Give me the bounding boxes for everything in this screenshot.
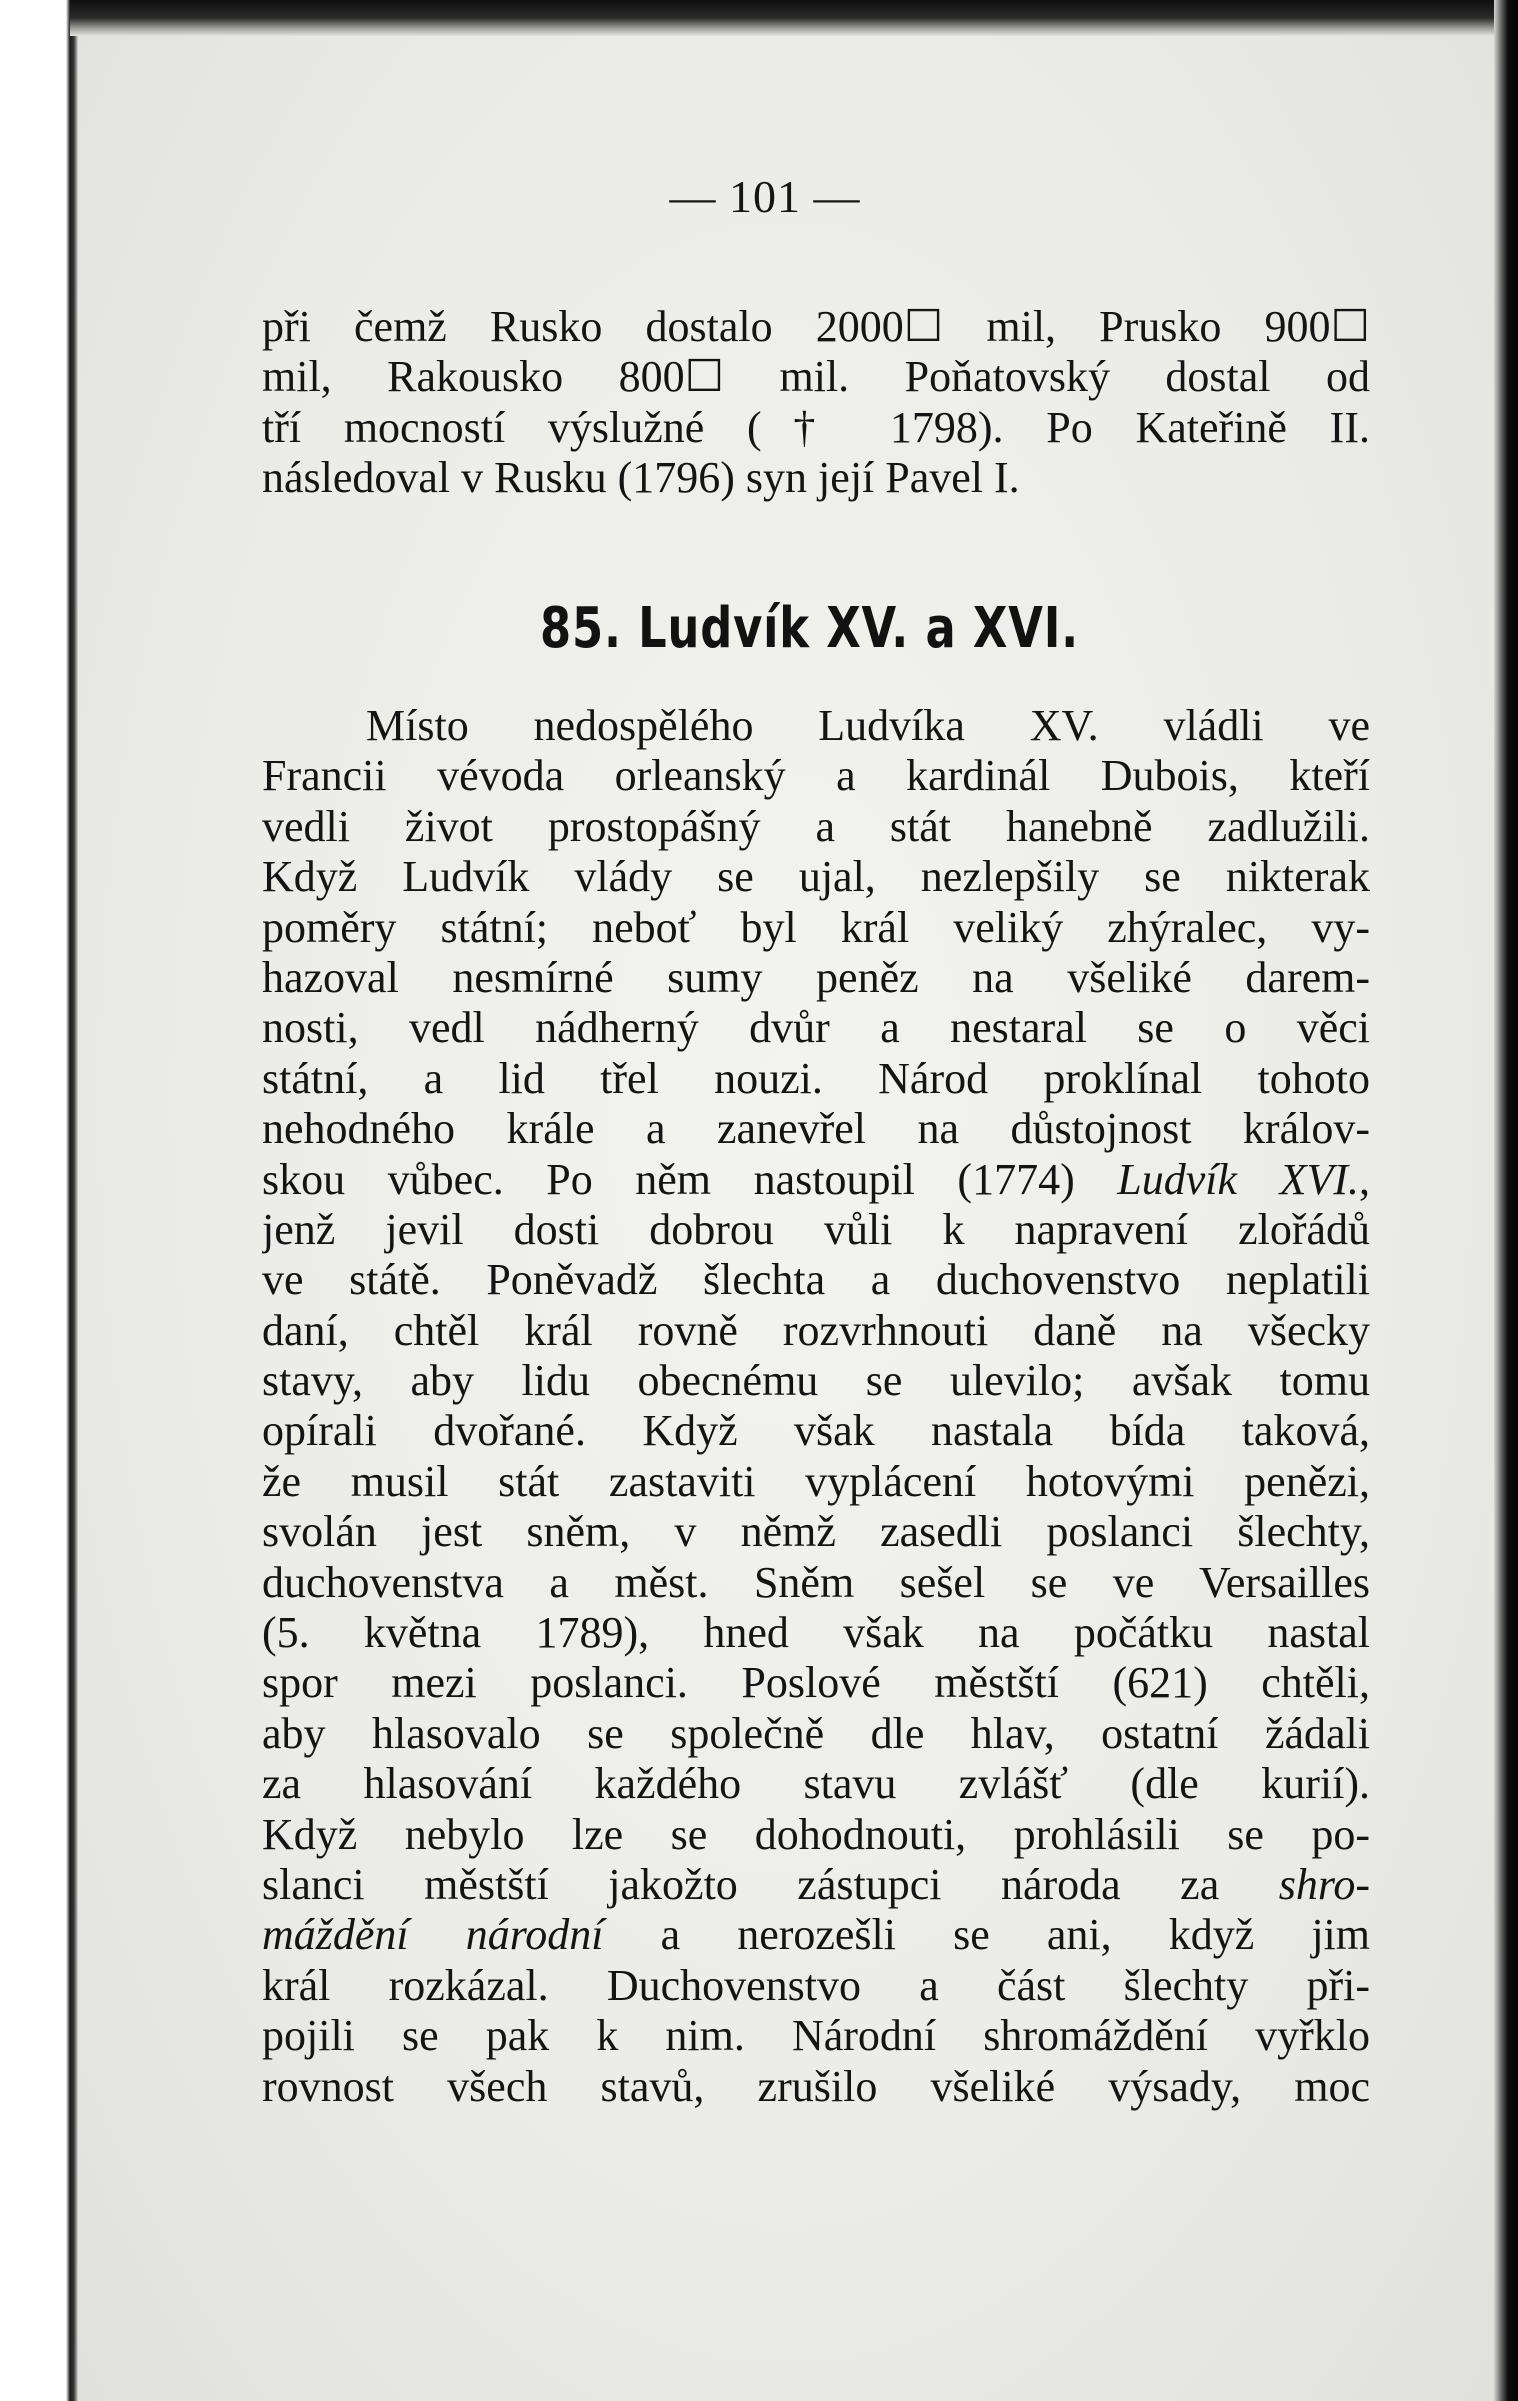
text-line: že musil stát zastaviti vyplácení hotovými penězi, [262, 1456, 1370, 1506]
text-line: tří mocností výslužné († 1798). Po Kateřině II. [262, 402, 1370, 452]
text-segment: slanci městští jakožto zástupci národa za [262, 1859, 1279, 1909]
text-line: Když Ludvík vlády se ujal, nezlepšily se nikterak [262, 852, 1370, 902]
text-line: stavy, aby lidu obecnému se ulevilo; avšak tomu [262, 1356, 1370, 1406]
text-line: daní, chtěl král rovně rozvrhnouti daně na všecky [262, 1305, 1370, 1355]
text-line: hazoval nesmírné sumy peněz na všeliké darem- [262, 952, 1370, 1002]
right-page-edge [1494, 0, 1518, 2401]
paragraph-ludvik [262, 701, 1370, 2112]
italic-name: Ludvík XVI. [1117, 1154, 1359, 1204]
text-segment: , [1358, 1154, 1370, 1204]
text-line: jenž jevil dosti dobrou vůli k napravení zlořádů [262, 1204, 1370, 1254]
text-line: Místo nedospělého Ludvíka XV. vládli ve [366, 701, 1370, 750]
text-line: aby hlasovalo se společně dle hlav, ostatní žádali [262, 1708, 1370, 1758]
section-heading: 85. Ludvík XV. a XVI. [540, 596, 1079, 661]
text-line: následoval v Rusku (1796) syn její Pavel I. [262, 453, 1020, 503]
text-line: při čemž Rusko dostalo 2000☐ mil, Prusko 900☐ [262, 302, 1370, 351]
text-line: nehodného krále a zanevřel na důstojnost králov- [262, 1104, 1370, 1154]
text-line: svolán jest sněm, v němž zasedli poslanci šlechty, [262, 1507, 1370, 1557]
text-line: pojili se pak k nim. Národní shromáždění vyřklo [262, 2011, 1370, 2061]
text-line: duchovenstva a měst. Sněm sešel se ve Versailles [262, 1557, 1370, 1607]
text-line: vedli život prostopášný a stát hanebně zadlužili. [262, 801, 1370, 851]
text-line: státní, a lid třel nouzi. Národ proklínal tohoto [262, 1053, 1370, 1103]
paragraph-continuation [262, 302, 1370, 504]
text-line: spor mezi poslanci. Poslové městští (621) chtěli, [262, 1658, 1370, 1708]
top-page-edge [70, 0, 1500, 36]
text-line [262, 1860, 1370, 1910]
text-line: (5. května 1789), hned však na počátku nastal [262, 1608, 1370, 1658]
text-line: Francii vévoda orleanský a kardinál Dubois, kteří [262, 751, 1370, 801]
text-line: král rozkázal. Duchovenstvo a část šlechty při- [262, 1960, 1370, 2010]
text-line: opírali dvořané. Když však nastala bída taková, [262, 1406, 1370, 1456]
text-segment: a nerozešli se ani, když jim [603, 1910, 1370, 1960]
italic-term: máždění národní [262, 1910, 604, 1960]
text-line: nosti, vedl nádherný dvůr a nestaral se o věci [262, 1003, 1370, 1053]
text-line: mil, Rakousko 800☐ mil. Poňatovský dostal od [262, 352, 1370, 402]
text-line [262, 1910, 1370, 1960]
text-line: Když nebylo lze se dohodnouti, prohlásili se po- [262, 1809, 1370, 1859]
left-page-edge [0, 0, 78, 2401]
text-segment: skou vůbec. Po něm nastoupil (1774) [262, 1154, 1118, 1204]
page-number: — 101 — [669, 171, 861, 222]
italic-term: shro- [1278, 1859, 1370, 1909]
text-line: rovnost všech stavů, zrušilo všeliké výsady, moc [262, 2061, 1370, 2111]
text-line: ve státě. Poněvadž šlechta a duchovenstvo neplatili [262, 1255, 1370, 1305]
text-line: poměry státní; neboť byl král veliký zhýralec, vy- [262, 902, 1370, 952]
text-line [262, 1155, 1370, 1205]
text-line: za hlasování každého stavu zvlášť (dle kurií). [262, 1759, 1370, 1809]
